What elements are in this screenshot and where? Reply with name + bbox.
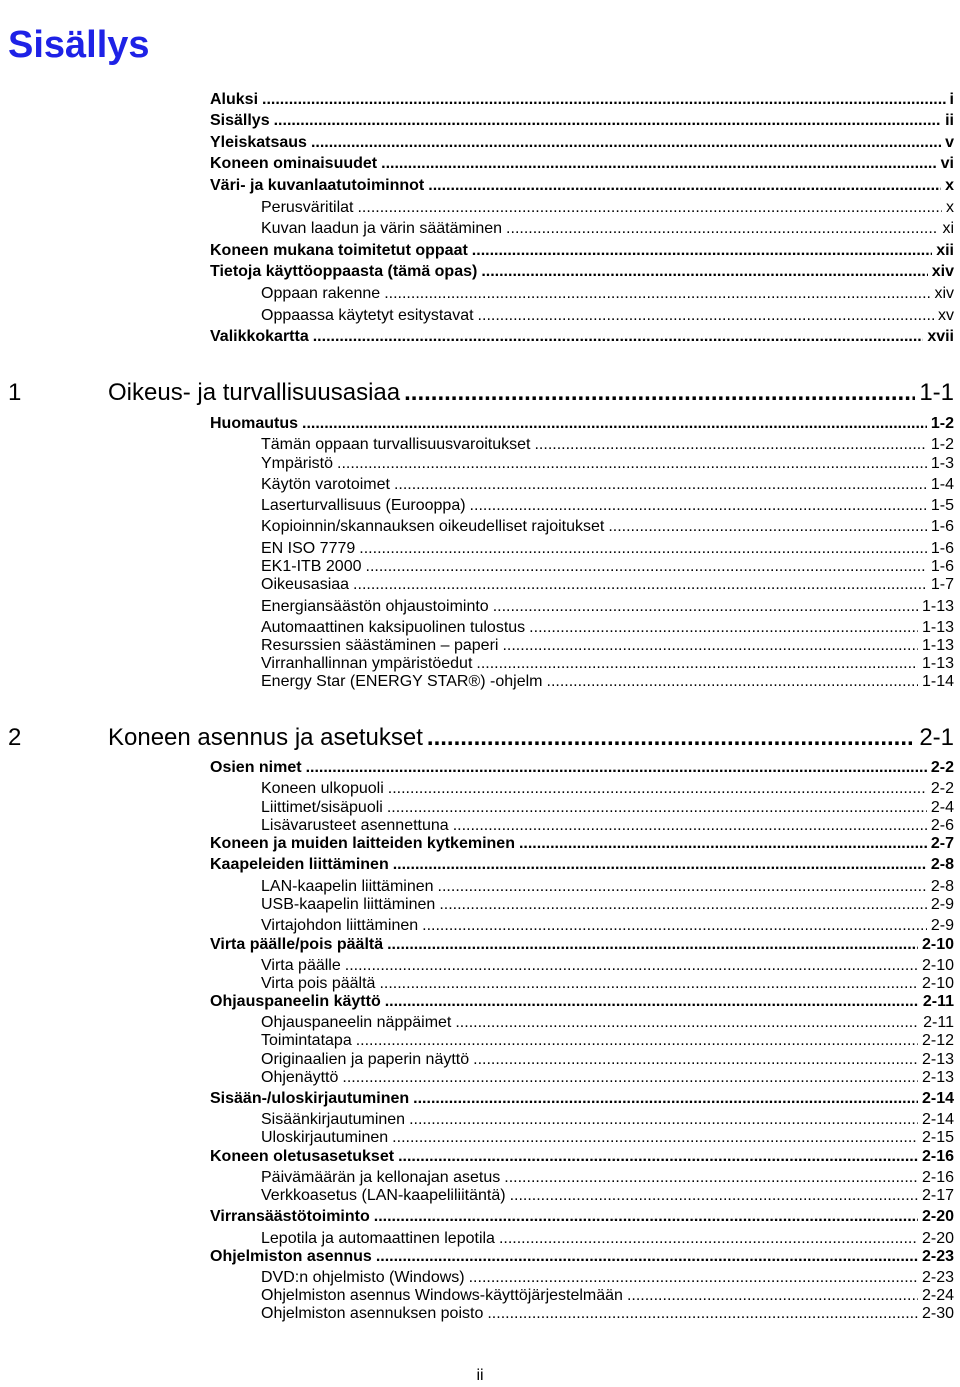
dot-leader <box>374 1208 918 1226</box>
toc-subentry[interactable] <box>261 453 954 475</box>
toc-entry-title: Sisäänkirjautuminen <box>261 1111 406 1128</box>
toc-entry-page: v <box>945 134 954 151</box>
toc-entry[interactable] <box>210 833 954 855</box>
toc-entry-title: Kaapeleiden liittäminen <box>210 856 389 873</box>
dot-leader <box>302 415 927 433</box>
toc-entry-title: Ympäristö <box>261 455 334 472</box>
toc-entry-title: Originaalien ja paperin näyttö <box>261 1051 470 1068</box>
toc-entry-page: 2-16 <box>921 1148 954 1165</box>
toc-entry-title: Virtajohdon liittäminen <box>261 917 419 934</box>
toc-entry-title: Yleiskatsaus <box>210 134 307 151</box>
toc-entry-page: 1-13 <box>921 619 954 636</box>
dot-leader <box>506 220 938 238</box>
toc-entry-title: Ohjenäyttö <box>261 1069 339 1086</box>
toc-entry-title: Väri- ja kuvanlaatutoiminnot <box>210 177 425 194</box>
dot-leader <box>608 518 927 536</box>
toc-entry-title: EK1-ITB 2000 <box>261 558 362 575</box>
page-number: ii <box>476 1367 484 1384</box>
toc-entry-title: USB-kaapelin liittäminen <box>261 896 436 913</box>
dot-leader <box>384 285 930 303</box>
toc-entry-title: Koneen ulkopuoli <box>261 780 384 797</box>
dot-leader <box>337 455 927 473</box>
toc-entry-title: Laserturvallisuus (Eurooppa) <box>261 497 466 514</box>
toc-entry-title: Virranhallinnan ympäristöedut <box>261 655 473 672</box>
toc-subentry[interactable] <box>261 894 954 916</box>
toc-entry-page: vi <box>940 155 954 172</box>
toc-subentry[interactable] <box>261 1185 954 1207</box>
toc-entry-page: 2-2 <box>930 759 954 776</box>
toc-entry-title: Lisävarusteet asennettuna <box>261 817 449 834</box>
dot-leader <box>428 177 941 195</box>
toc-entry-page: 2-10 <box>921 975 954 992</box>
toc-entry-page: 1-13 <box>921 598 954 615</box>
toc-entry-page: xiv <box>931 263 954 280</box>
toc-entry-page: 2-23 <box>921 1248 954 1265</box>
chapter-page: 2-1 <box>919 724 954 751</box>
toc-subentry[interactable] <box>261 305 954 327</box>
dot-leader <box>311 134 941 152</box>
toc-entry-page: 2-15 <box>921 1129 954 1146</box>
toc-entry-page: 1-5 <box>930 497 954 514</box>
toc-subentry[interactable] <box>261 1067 954 1089</box>
toc-entry-page: xvii <box>927 328 954 345</box>
toc-entry[interactable] <box>210 757 954 779</box>
toc-entry-title: Sisällys <box>210 112 270 129</box>
toc-subentry[interactable] <box>261 516 954 538</box>
toc-entry-title: Ohjelmiston asennus Windows-käyttöjärjestelmään <box>261 1287 623 1304</box>
dot-leader <box>510 1187 918 1205</box>
toc-entry-title: LAN-kaapelin liittäminen <box>261 878 434 895</box>
toc-entry-title: Perusväritilat <box>261 199 354 216</box>
dot-leader <box>427 724 915 752</box>
toc-subentry[interactable] <box>261 574 954 596</box>
toc-entry[interactable] <box>210 89 954 111</box>
toc-entry-title: Liittimet/sisäpuoli <box>261 799 383 816</box>
toc-subentry[interactable] <box>261 283 954 305</box>
toc-entry-title: Virransäästötoiminto <box>210 1208 370 1225</box>
toc-entry-page: x <box>946 199 954 216</box>
toc-entry-page: xv <box>938 307 954 324</box>
toc-entry-page: 2-23 <box>921 1269 954 1286</box>
toc-entry-page: 2-14 <box>921 1111 954 1128</box>
toc-entry-page: 2-20 <box>921 1230 954 1247</box>
chapter-1-heading[interactable] <box>8 377 954 409</box>
toc-entry-page: 1-6 <box>930 558 954 575</box>
toc-entry-page: 1-13 <box>921 655 954 672</box>
toc-entry-title: Automaattinen kaksipuolinen tulostus <box>261 619 526 636</box>
dot-leader <box>387 936 918 954</box>
toc-entry[interactable] <box>210 991 954 1013</box>
toc-entry-page: 2-11 <box>923 1014 954 1031</box>
toc-entry-title: Oikeusasiaa <box>261 576 350 593</box>
toc-entry-page: 1-14 <box>921 673 954 690</box>
toc-subentry[interactable] <box>261 495 954 517</box>
toc-entry-title: Ohjauspaneelin näppäimet <box>261 1014 452 1031</box>
toc-entry-page: 1-2 <box>930 436 954 453</box>
chapter-number: 1 <box>8 379 22 406</box>
toc-entry-title: Osien nimet <box>210 759 302 776</box>
dot-leader <box>306 759 927 777</box>
dot-leader <box>342 1069 918 1087</box>
dot-leader <box>398 1148 918 1166</box>
toc-entry-page: 1-4 <box>930 476 954 493</box>
dot-leader <box>392 1129 918 1147</box>
toc-entry-page: i <box>949 91 954 108</box>
toc-subentry[interactable] <box>261 596 954 618</box>
toc-subentry[interactable] <box>261 218 954 240</box>
dot-leader <box>376 1248 918 1266</box>
toc-entry-page: 2-2 <box>930 780 954 797</box>
toc-entry-page: 1-2 <box>930 415 954 432</box>
toc-entry-page: 2-20 <box>921 1208 954 1225</box>
toc-entry-page: 2-17 <box>921 1187 954 1204</box>
dot-leader <box>262 91 946 109</box>
toc-entry-page: 1-7 <box>930 576 954 593</box>
toc-entry[interactable] <box>210 854 954 876</box>
toc-entry-title: DVD:n ohjelmisto (Windows) <box>261 1269 465 1286</box>
dot-leader <box>385 993 919 1011</box>
toc-entry-title: Sisään-/uloskirjautuminen <box>210 1090 410 1107</box>
dot-leader <box>353 576 927 594</box>
toc-entry-title: Valikkokartta <box>210 328 309 345</box>
dot-leader <box>478 307 934 325</box>
toc-entry-page: x <box>945 177 954 194</box>
toc-entry-title: Tietoja käyttöoppaasta (tämä opas) <box>210 263 478 280</box>
toc-entry-title: Kuvan laadun ja värin säätäminen <box>261 220 503 237</box>
toc-entry-page: 2-4 <box>930 799 954 816</box>
toc-entry-page: 2-13 <box>921 1051 954 1068</box>
dot-leader <box>394 476 927 494</box>
toc-entry-title: EN ISO 7779 <box>261 540 356 557</box>
toc-entry-title: Ohjauspaneelin käyttö <box>210 993 381 1010</box>
toc-entry-page: xii <box>936 242 954 259</box>
toc-entry-title: Verkkoasetus (LAN-kaapeliliitäntä) <box>261 1187 506 1204</box>
toc-entry-title: Ohjelmiston asennuksen poisto <box>261 1305 484 1322</box>
toc-entry-title: Huomautus <box>210 415 298 432</box>
toc-entry-title: Ohjelmiston asennus <box>210 1248 372 1265</box>
toc-entry-page: 2-6 <box>930 817 954 834</box>
chapter-number: 2 <box>8 724 22 751</box>
chapter-title: Koneen asennus ja asetukset <box>108 724 423 751</box>
toc-entry[interactable] <box>210 153 954 175</box>
toc-entry-title: Virta päälle <box>261 957 341 974</box>
toc-entry-title: Aluksi <box>210 91 259 108</box>
toc-entry[interactable] <box>210 110 954 132</box>
dot-leader <box>547 673 918 691</box>
toc-entry-title: Koneen ominaisuudet <box>210 155 378 172</box>
dot-leader <box>357 199 942 217</box>
dot-leader <box>381 155 937 173</box>
dot-leader <box>481 263 927 281</box>
dot-leader <box>487 1305 918 1323</box>
page-title: Sisällys <box>8 24 150 66</box>
dot-leader <box>388 780 927 798</box>
toc-entry-page: 2-12 <box>921 1032 954 1049</box>
toc-entry-title: Lepotila ja automaattinen lepotila <box>261 1230 495 1247</box>
dot-leader <box>393 856 927 874</box>
toc-entry-page: ii <box>945 112 954 129</box>
toc-entry[interactable] <box>210 175 954 197</box>
toc-subentry[interactable] <box>261 197 954 219</box>
toc-entry-title: Koneen mukana toimitetut oppaat <box>210 242 468 259</box>
toc-subentry[interactable] <box>261 671 954 693</box>
chapter-page: 1-1 <box>919 379 954 406</box>
toc-entry[interactable] <box>210 240 954 262</box>
toc-entry[interactable] <box>210 261 954 283</box>
toc-entry[interactable] <box>210 1146 954 1168</box>
toc-entry[interactable] <box>210 413 954 435</box>
toc-entry-page: 2-30 <box>921 1305 954 1322</box>
dot-leader <box>313 328 924 346</box>
toc-entry-title: Koneen oletusasetukset <box>210 1148 395 1165</box>
toc-entry-page: 2-9 <box>930 896 954 913</box>
toc-entry-page: 2-14 <box>921 1090 954 1107</box>
toc-entry-page: 2-10 <box>921 936 954 953</box>
toc-entry-title: Virta päälle/pois päältä <box>210 936 384 953</box>
toc-entry-page: 2-9 <box>930 917 954 934</box>
toc-entry-page: 1-6 <box>930 518 954 535</box>
toc-entry-page: 1-6 <box>930 540 954 557</box>
toc-entry[interactable] <box>210 326 954 348</box>
dot-leader <box>493 598 918 616</box>
dot-leader <box>519 835 927 853</box>
dot-leader <box>356 1032 918 1050</box>
toc-entry-title: Oppaassa käytetyt esitystavat <box>261 307 474 324</box>
dot-leader <box>404 379 915 407</box>
chapter-2-heading[interactable] <box>8 722 954 754</box>
dot-leader <box>534 436 926 454</box>
toc-entry-title: Tämän oppaan turvallisuusvaroitukset <box>261 436 531 453</box>
toc-entry-title: Toimintatapa <box>261 1032 352 1049</box>
toc-entry-page: 2-13 <box>921 1069 954 1086</box>
toc-entry-page: 2-24 <box>921 1287 954 1304</box>
toc-entry[interactable] <box>210 1246 954 1268</box>
dot-leader <box>470 497 927 515</box>
toc-entry-title: Koneen ja muiden laitteiden kytkeminen <box>210 835 515 852</box>
toc-entry-title: Virta pois päältä <box>261 975 376 992</box>
dot-leader <box>439 896 927 914</box>
toc-entry-title: Käytön varotoimet <box>261 476 390 493</box>
toc-entry-page: 2-7 <box>930 835 954 852</box>
toc-entry-page: 2-16 <box>921 1169 954 1186</box>
toc-entry-page: xi <box>942 220 954 237</box>
toc-entry-page: 2-11 <box>922 993 954 1010</box>
toc-subentry[interactable] <box>261 474 954 496</box>
toc-entry-page: 2-8 <box>930 878 954 895</box>
toc-entry-page: 1-3 <box>930 455 954 472</box>
toc-entry-title: Kopioinnin/skannauksen oikeudelliset rajoitukset <box>261 518 605 535</box>
toc-entry-page: 1-13 <box>921 637 954 654</box>
toc-entry-page: 2-8 <box>930 856 954 873</box>
toc-entry-page: xiv <box>934 285 954 302</box>
dot-leader <box>274 112 942 130</box>
toc-entry[interactable] <box>210 1206 954 1228</box>
toc-entry-title: Päivämäärän ja kellonajan asetus <box>261 1169 501 1186</box>
toc-entry-title: Oppaan rakenne <box>261 285 381 302</box>
toc-entry[interactable] <box>210 1088 954 1110</box>
toc-entry[interactable] <box>210 934 954 956</box>
dot-leader <box>472 242 932 260</box>
toc-subentry[interactable] <box>261 1303 954 1325</box>
toc-entry-title: Resurssien säästäminen – paperi <box>261 637 499 654</box>
toc-entry-page: 2-10 <box>921 957 954 974</box>
dot-leader <box>413 1090 918 1108</box>
toc-entry-title: Uloskirjautuminen <box>261 1129 389 1146</box>
toc-entry[interactable] <box>210 132 954 154</box>
chapter-title: Oikeus- ja turvallisuusasiaa <box>108 379 401 406</box>
toc-entry-title: Energy Star (ENERGY STAR®) -ohjelm <box>261 673 543 690</box>
dot-leader <box>422 917 927 935</box>
toc-entry-title: Energiansäästön ohjaustoiminto <box>261 598 489 615</box>
